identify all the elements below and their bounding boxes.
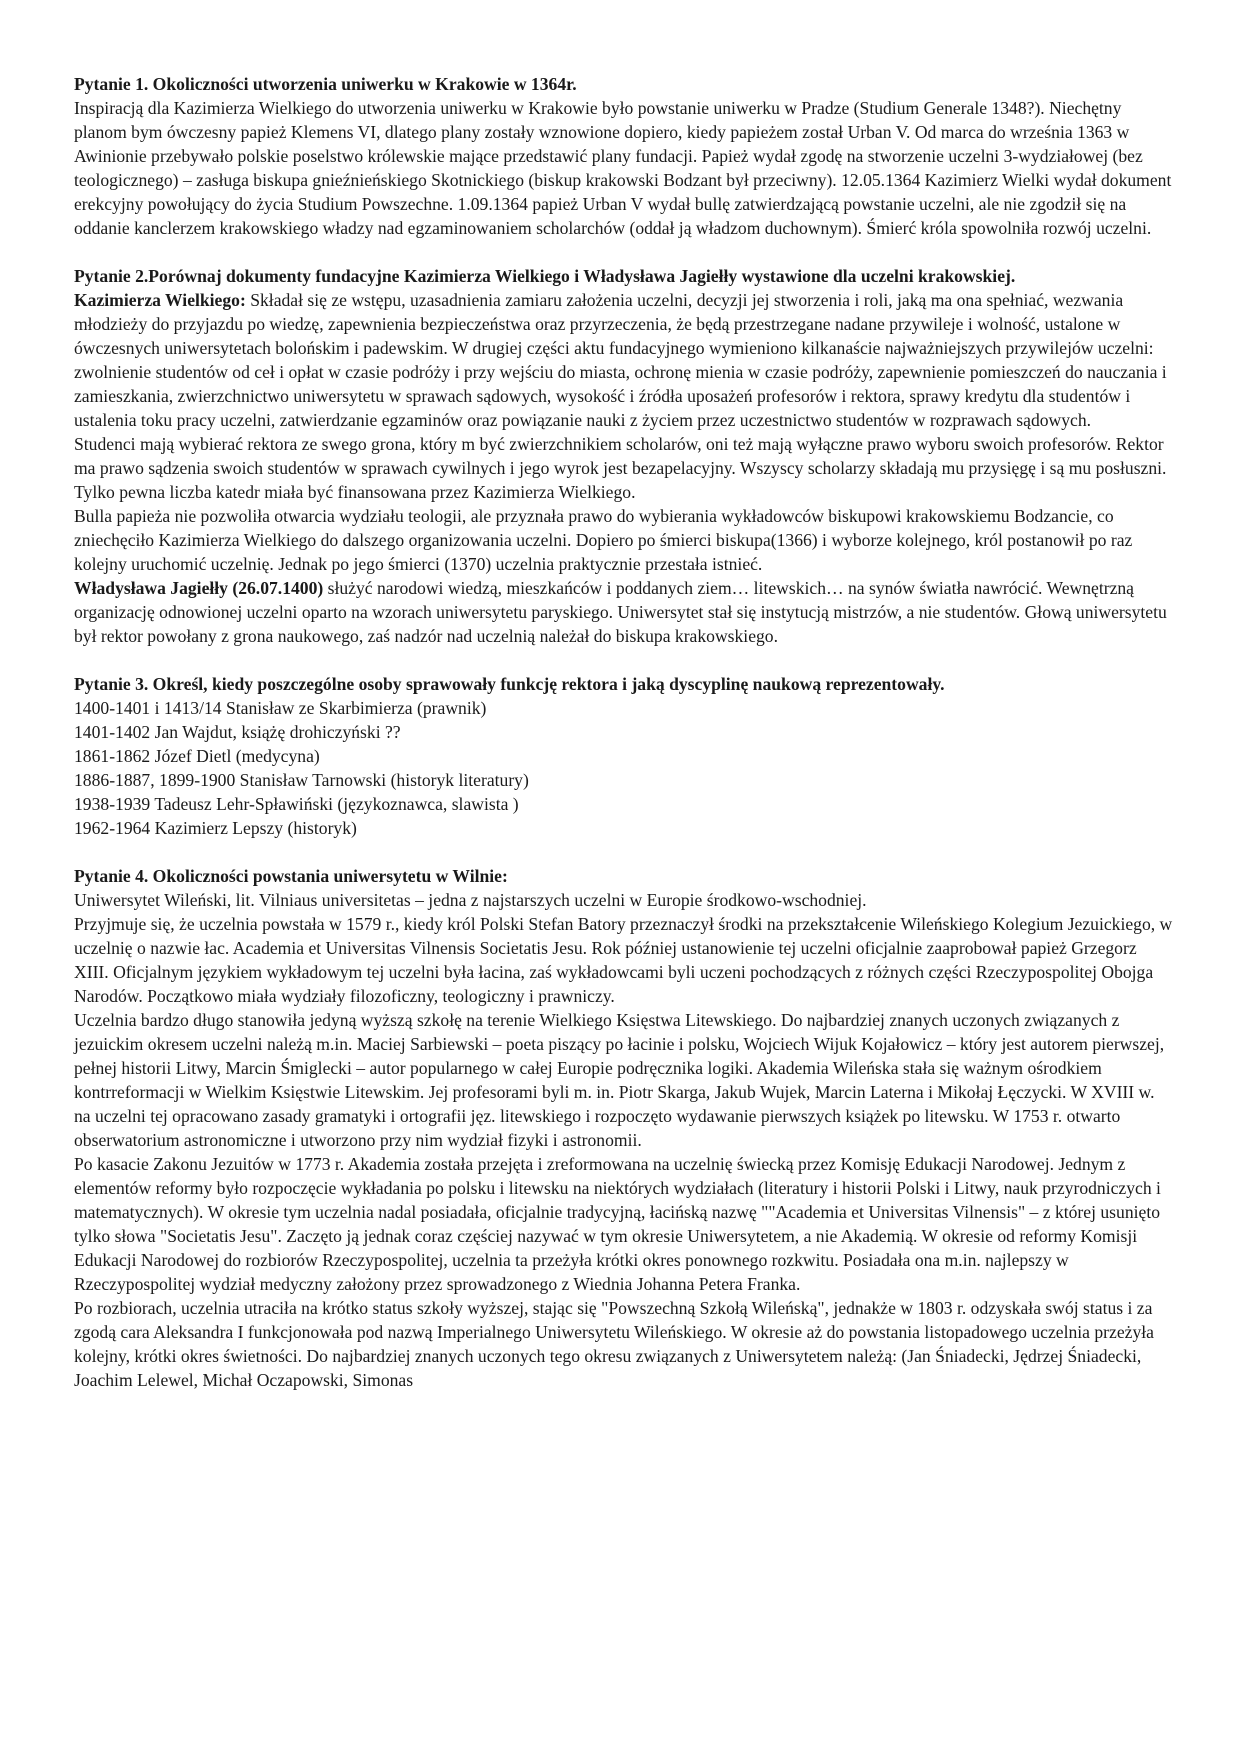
rector-line: 1938-1939 Tadeusz Lehr-Spławiński (językoznawca, slawista ) [74,794,519,814]
spacer [74,648,1174,672]
question-2-paragraph: Tylko pewna liczba katedr miała być finansowana przez Kazimierza Wielkiego. [74,482,636,502]
question-1-body: Inspiracją dla Kazimierza Wielkiego do utworzenia uniwerku w Krakowie było powstanie uniwerku w Pradze (Studium Generale 1348?). Niechętny planom bym ówczesny papież Klemens VI, dlatego plany zostały wznowione dopiero, kiedy papieżem został Urban V. Od marca do września 1363 w Awinionie przebywało polskie poselstwo królewskie mające przedstawić plany fundacji. Papież wydał zgodę na stworzenie uczelni 3-wydziałowej (bez teologicznego) – zasługa biskupa gnieźnieńskiego Skotnickiego (biskup krakowski Bodzant był przeciwny). 12.05.1364 Kazimierz Wielki wydał dokument erekcyjny powołujący do życia Studium Powszechne. 1.09.1364 papież Urban V wydał bullę zatwierdzającą powstanie uczelni, ale nie zgodził się na oddanie kanclerzem krakowskiego władzy nad egzaminowaniem scholarchów (oddał ją władzom duchownym). Śmierć króla spowolniła rozwój uczelni. [74,98,1172,238]
question-4-paragraph: Przyjmuje się, że uczelnia powstała w 1579 r., kiedy król Polski Stefan Batory przeznaczył środki na przekształcenie Wileńskiego Kolegium Jezuickiego, w uczelnię o nazwie łac. Academia et Universitas Vilnensis Societatis Jesu. Rok później ustanowienie tej uczelni oficjalnie zaaprobował papież Grzegorz XIII. Oficjalnym językiem wykładowym tej uczelni była łacina, zaś wykładowcami byli uczeni pochodzących z różnych części Rzeczypospolitej Obojga Narodów. Początkowo miała wydziały filozoficzny, teologiczny i prawniczy. [74,914,1173,1006]
question-2-kazimierz-paragraph [74,288,1174,432]
question-4-paragraph: Uczelnia bardzo długo stanowiła jedyną wyższą szkołę na terenie Wielkiego Księstwa Litewskiego. Do najbardziej znanych uczonych związanych z jezuickim okresem uczelni należą m.in. Maciej Sarbiewski – poeta piszący po łacinie i polsku, Wojciech Wijuk Kojałowicz – który jest autorem pierwszej, pełnej historii Litwy, Marcin Śmiglecki – autor popularnego w całej Europie podręcznika logiki. Akademia Wileńska stała się ważnym ośrodkiem kontrreformacji w Wielkim Księstwie Litewskim. Jej profesorami byli m. in. Piotr Skarga, Jakub Wujek, Marcin Laterna i Mikołaj Łęczycki. W XVIII w. na uczelni tej opracowano zasady gramatyki i ortografii jęz. litewskiego i rozpoczęto wydawanie pierwszych książek po litewsku. W 1753 r. otwarto obserwatorium astronomiczne i utworzono przy nim wydział fizyki i astronomii. [74,1010,1165,1150]
question-2-paragraph: Studenci mają wybierać rektora ze swego grona, który m być zwierzchnikiem scholarów, oni też mają wyłączne prawo wyboru swoich profesorów. Rektor ma prawo sądzenia swoich studentów w sprawach cywilnych i jego wyrok jest bezapelacyjny. Wszyscy scholarzy składają mu przysięgę i są mu posłuszni. [74,434,1167,478]
rector-line: 1886-1887, 1899-1900 Stanisław Tarnowski (historyk literatury) [74,770,529,790]
question-2-paragraph: Bulla papieża nie pozwoliła otwarcia wydziału teologii, ale przyznała prawo do wybierania wykładowców biskupowi krakowskiemu Bodzancie, co zniechęciło Kazimierza Wielkiego do dalszego organizowania uczelni. Dopiero po śmierci biskupa(1366) i wyborze kolejnego, król postanowił po raz kolejny uruchomić uczelnię. Jednak po jego śmierci (1370) uczelnia praktycznie przestała istnieć. [74,506,1133,574]
question-4-paragraph: Uniwersytet Wileński, lit. Vilniaus universitetas – jedna z najstarszych uczelni w Europie środkowo-wschodniej. [74,890,867,910]
question-4-heading: Pytanie 4. Okoliczności powstania uniwersytetu w Wilnie: [74,866,508,886]
question-2-heading: Pytanie 2.Porównaj dokumenty fundacyjne Kazimierza Wielkiego i Władysława Jagiełły wystawione dla uczelni krakowskiej. [74,266,1016,286]
question-2-jagiello-paragraph [74,576,1174,648]
jagiello-body: służyć narodowi wiedzą, mieszkańców i poddanych ziem… litewskich… na synów światła nawrócić. Wewnętrzną organizację odnowionej uczelni oparto na wzorach uniwersytetu paryskiego. Uniwersytet stał się instytucją mistrzów, a nie studentów. Głową uniwersytetu był rektor powołany z grona naukowego, zaś nadzór nad uczelnią należał do biskupa krakowskiego. [74,578,1167,646]
rector-line: 1861-1862 Józef Dietl (medycyna) [74,746,320,766]
rector-line: 1962-1964 Kazimierz Lepszy (historyk) [74,818,357,838]
document-page [74,72,1174,1392]
rector-line: 1400-1401 i 1413/14 Stanisław ze Skarbimierza (prawnik) [74,698,487,718]
kazimierz-lead: Kazimierza Wielkiego: [74,290,246,310]
rector-line: 1401-1402 Jan Wajdut, książę drohiczyński ?? [74,722,401,742]
spacer [74,240,1174,264]
spacer [74,840,1174,864]
question-4-paragraph: Po kasacie Zakonu Jezuitów w 1773 r. Akademia została przejęta i zreformowana na uczelnię świecką przez Komisję Edukacji Narodowej. Jednym z elementów reformy było rozpoczęcie wykładania po polsku i litewsku na niektórych wydziałach (literatury i historii Polski i Litwy, nauk przyrodniczych i matematycznych). W okresie tym uczelnia nadal posiadała, oficjalnie tradycyjną, łacińską nazwę ""Academia et Universitas Vilnensis" – z której usunięto tylko słowa "Societatis Jesu". Zaczęto ją jednak coraz częściej nazywać w tym okresie Uniwersytetem, a nie Akademią. W okresie od reformy Komisji Edukacji Narodowej do rozbiorów Rzeczypospolitej, uczelnia ta przeżyła krótki okres ponownego rozkwitu. Posiadała ona m.in. najlepszy w Rzeczypospolitej wydział medyczny założony przez sprowadzonego z Wiednia Johanna Petera Franka. [74,1154,1161,1294]
question-4-paragraph: Po rozbiorach, uczelnia utraciła na krótko status szkoły wyższej, stając się "Powszechną Szkołą Wileńską", jednakże w 1803 r. odzyskała swój status i za zgodą cara Aleksandra I funkcjonowała pod nazwą Imperialnego Uniwersytetu Wileńskiego. W okresie aż do powstania listopadowego uczelnia przeżyła kolejny, krótki okres świetności. Do najbardziej znanych uczonych tego okresu związanych z Uniwersytetem należą: (Jan Śniadecki, Jędrzej Śniadecki, Joachim Lelewel, Michał Oczapowski, Simonas [74,1298,1154,1390]
kazimierz-body: Składał się ze wstępu, uzasadnienia zamiaru założenia uczelni, decyzji jej stworzenia i roli, jaką ma ona spełniać, wezwania młodzieży do przyjazdu po wiedzę, zapewnienia bezpieczeństwa oraz przyrzeczenia, że będą przestrzegane nadane przywileje i wolność, ustalone w ówczesnych uniwersytetach bolońskim i padewskim. W drugiej części aktu fundacyjnego wymieniono kilkanaście najważniejszych przywilejów uczelni: zwolnienie studentów od ceł i opłat w czasie podróży i przy wejściu do miasta, ochronę mienia w czasie podróży, zapewnienie pomieszczeń do nauczania i zamieszkania, zwierzchnictwo uniwersytetu w sprawach sądowych, wysokość i źródła uposażeń profesorów i rektora, sprawy kredytu dla studentów i ustalenia toku pracy uczelni, zatwierdzanie egzaminów oraz powiązanie nauki z życiem przez uczestnictwo studentów w rozprawach sądowych. [74,290,1167,430]
question-3-heading: Pytanie 3. Określ, kiedy poszczególne osoby sprawowały funkcję rektora i jaką dyscyplinę naukową reprezentowały. [74,674,945,694]
jagiello-lead: Władysława Jagiełły (26.07.1400) [74,578,324,598]
question-1-heading: Pytanie 1. Okoliczności utworzenia uniwerku w Krakowie w 1364r. [74,74,577,94]
